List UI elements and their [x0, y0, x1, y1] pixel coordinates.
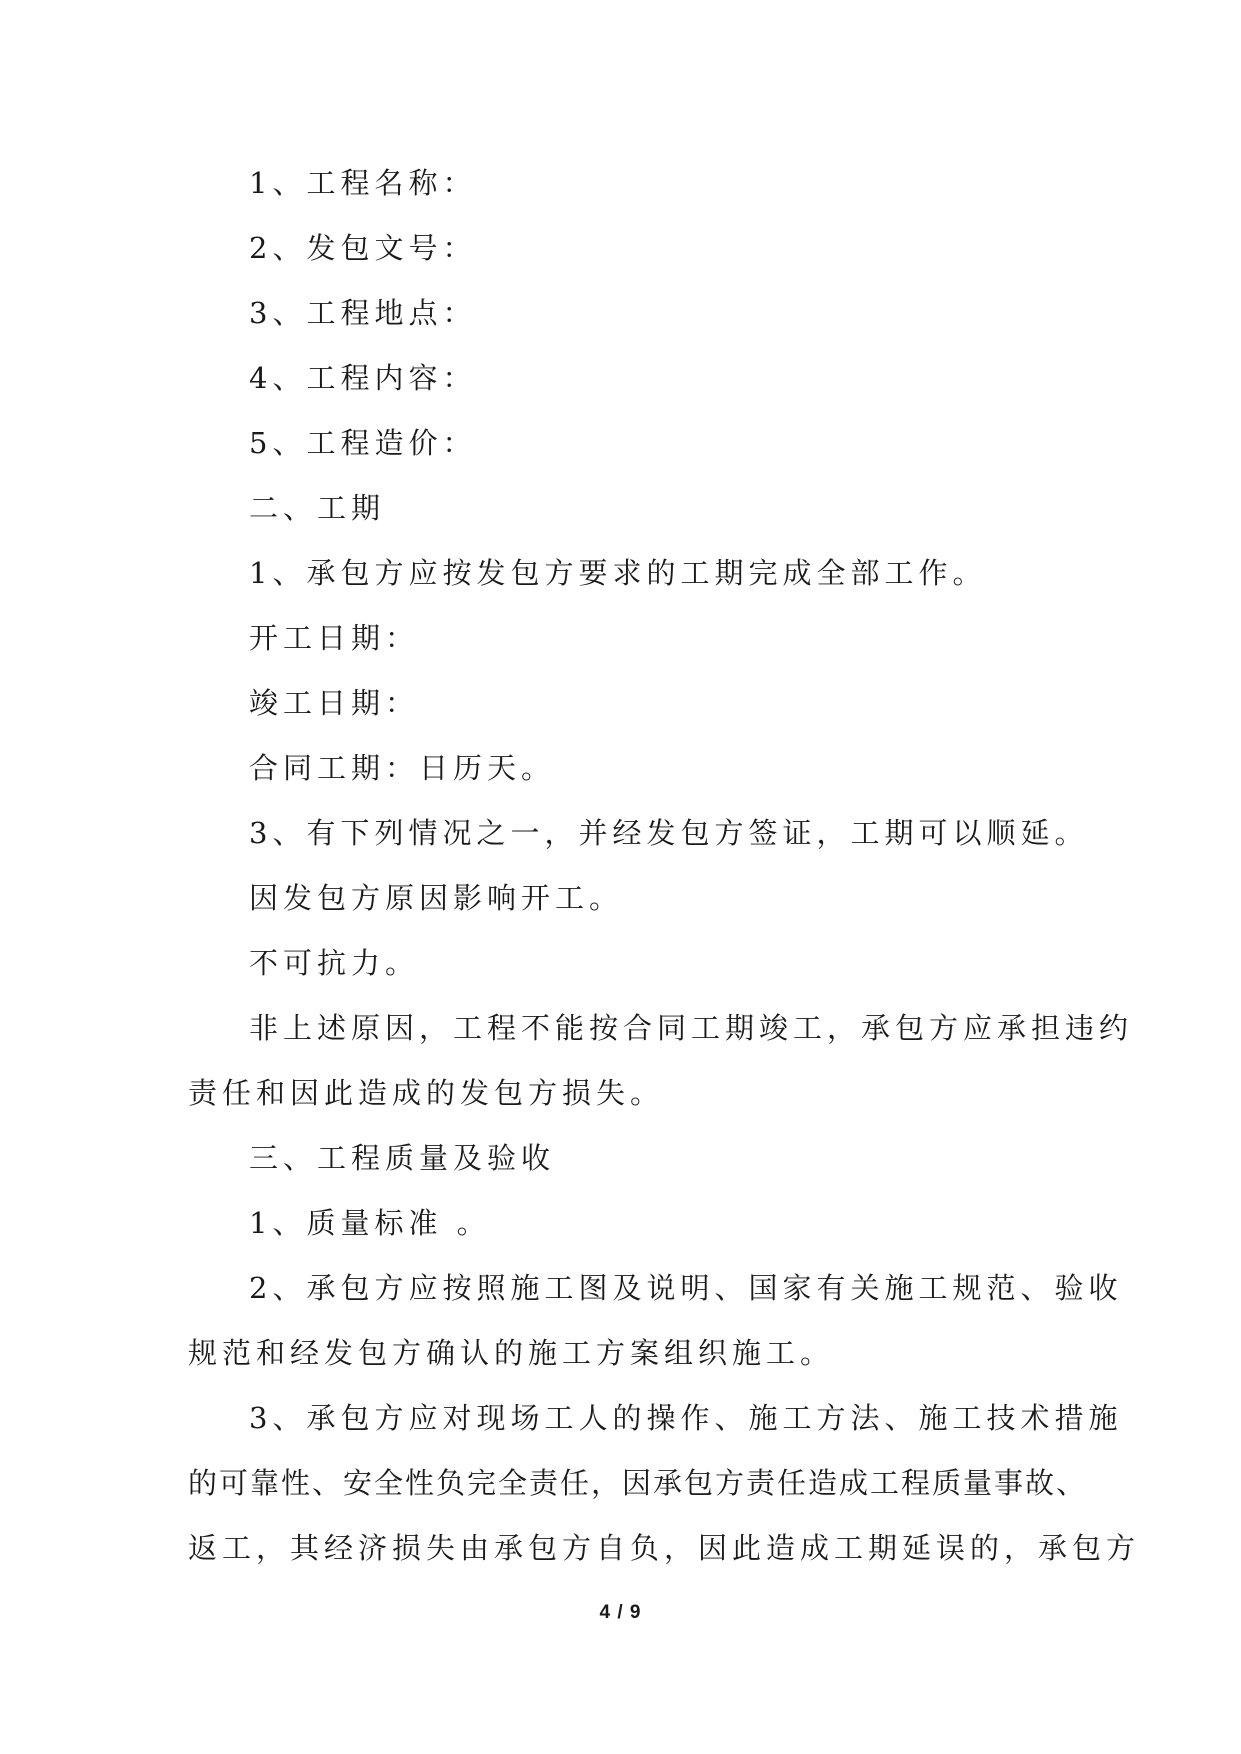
- page-number: 4 / 9: [599, 1602, 642, 1623]
- text-line: 4、工程内容：: [249, 361, 477, 395]
- text-line: 因发包方原因影响开工。: [249, 881, 624, 915]
- text-line: 规范和经发包方确认的施工方案组织施工。: [188, 1336, 835, 1370]
- text-line: 1、质量标准 。: [249, 1206, 491, 1240]
- text-line: 的可靠性、安全性负完全责任，因承包方责任造成工程质量事故、: [188, 1466, 1088, 1500]
- text-line: 3、有下列情况之一，并经发包方签证，工期可以顺延。: [249, 816, 1089, 850]
- text-line: 合同工期：日历天。: [249, 751, 556, 785]
- text-line: 5、工程造价：: [249, 426, 477, 460]
- text-line: 1、承包方应按发包方要求的工期完成全部工作。: [249, 556, 987, 590]
- text-line: 1、工程名称：: [249, 166, 477, 200]
- text-line: 竣工日期：: [249, 686, 420, 720]
- text-line: 2、发包文号：: [249, 231, 477, 265]
- text-line: 3、承包方应对现场工人的操作、施工方法、施工技术措施: [249, 1401, 1123, 1435]
- text-line: 3、工程地点：: [249, 296, 477, 330]
- section-heading: 三、工程质量及验收: [249, 1141, 556, 1175]
- text-line: 返工，其经济损失由承包方自负，因此造成工期延误的，承包方: [188, 1531, 1141, 1565]
- text-line: 不可抗力。: [249, 946, 420, 980]
- text-line: 责任和因此造成的发包方损失。: [188, 1076, 665, 1110]
- section-heading: 二、工期: [249, 491, 386, 525]
- text-line: 开工日期：: [249, 621, 420, 655]
- text-line: 2、承包方应按照施工图及说明、国家有关施工规范、验收: [249, 1271, 1123, 1305]
- text-line: 非上述原因，工程不能按合同工期竣工，承包方应承担违约: [249, 1011, 1134, 1045]
